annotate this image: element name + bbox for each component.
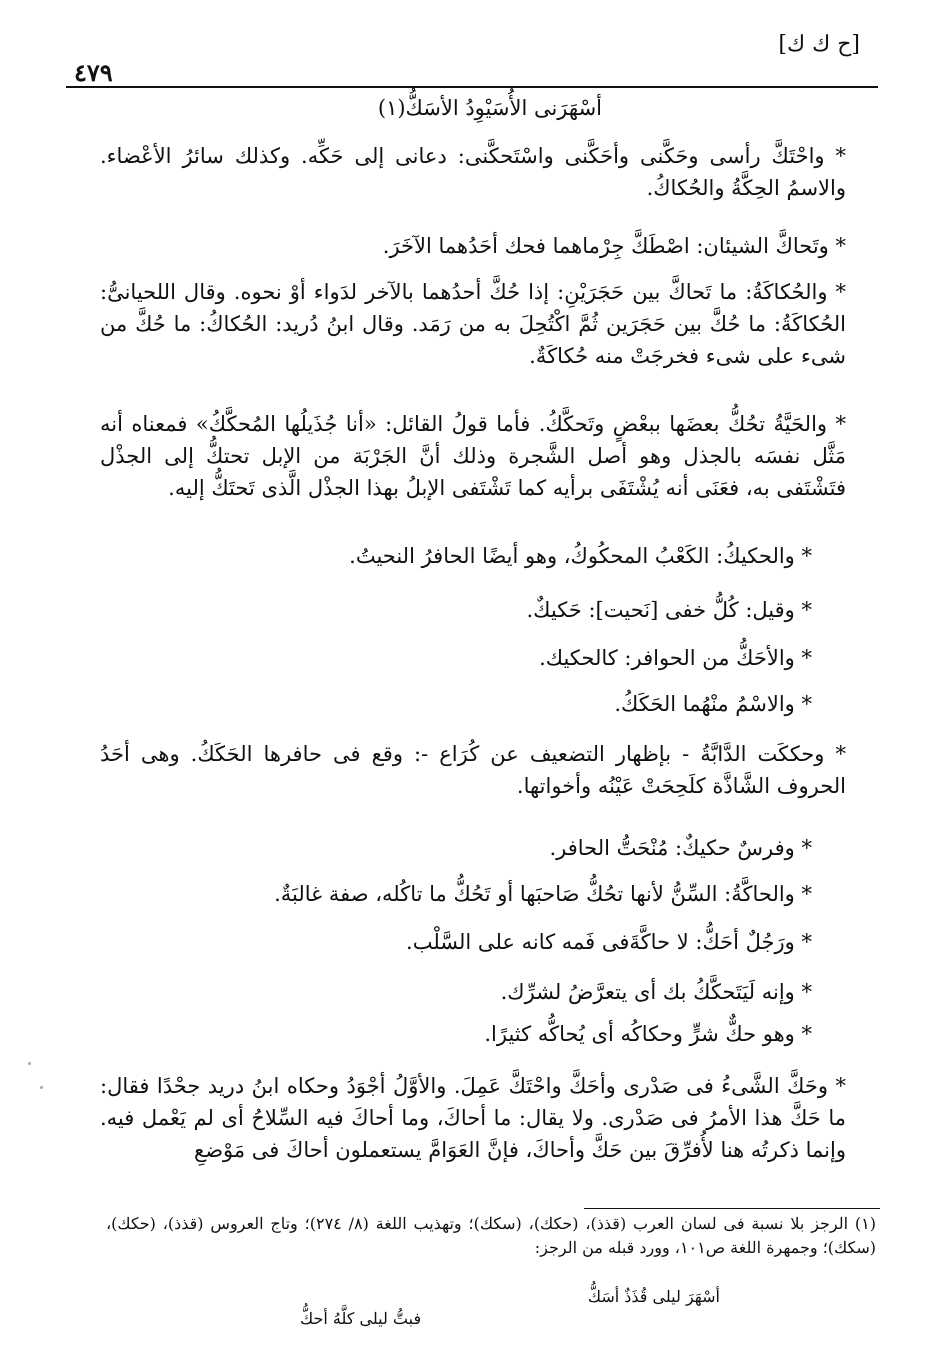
scan-speck: [28, 1062, 31, 1065]
footnote-hemistich-1: أسْهَرَ ليلى قُذَذٌ أسَكُّ: [587, 1287, 720, 1306]
footnote-hemistich-2: فبتُّ ليلى كلَّهُ أحكُّ: [300, 1309, 422, 1328]
paragraph-2: * وتَحاكَّ الشيئان: اصْطَكَّ جِرْماهما فحك أحَدُهما الآخَرَ.: [382, 234, 846, 258]
header-rule: [66, 86, 878, 88]
short-line-3: * والأحَكُّ من الحوافر: كالحكيك.: [539, 646, 812, 670]
short-line-8: * وإنه لَيَتَحكَّكُ بك أى يتعرَّضُ لشرِّك.: [500, 980, 812, 1004]
paragraph-last: * وحَكَّ الشَّىءُ فى صَدْرى وأحَكَّ واحْتَكَّ عَمِلَ. والأوَّلُ أجْوَدُ وحكاه ابنُ دريد جحْدًا فقال: ما حَكَّ هذا الأمرُ فى صَدْرى. ولا يقال: ما أحاكَ، وما أحاكَ فيه السِّلاحُ أى لم يَعْمل فيه. وإنما ذكرتُه هنا لأُفرِّقَ بين حَكَّ وأحاكَ، فإنَّ العَوَامَّ يستعملون أحاكَ فى مَوْضعِ: [100, 1074, 846, 1162]
short-line-4: * والاسْمُ منْهُما الحَكَكُ.: [614, 692, 812, 716]
short-line-1: * والحكيكُ: الكَعْبُ المحكُوكُ، وهو أيضًا الحافرُ النحيتُ.: [349, 544, 812, 568]
paragraph-4: * والحَيَّةُ تحُكُّ بعضَها ببعْضٍ وتَحكَّكُ. فأما قولُ القائل: «أنا جُذَيلُها المُحكَّكُ» فمعناه أنه مَثَّل نفسَه بالجذل وهو أصل الشَّجرة وذلك أنَّ الجَرْبَة من الإبل تحتكُّ إلى الجذْل فتَشْتَفى به، فعَنَى أنه يُشْتَفَى برأيه كما تَشْتَفى الإبلُ بهذا الجذْل الَّذى تَحتَكُّ إليه.: [100, 412, 846, 500]
footnote-text: (١) الرجز بلا نسبة فى لسان العرب (قذذ)، (حكك)، (سكك)؛ وتهذيب اللغة (٨/ ٢٧٤)؛ وتاج العروس (قذذ)، (حكك)، (سكك)؛ وجمهرة اللغة ص١٠١، وورد قبله من الرجز:: [106, 1214, 877, 1257]
scan-speck: [40, 1086, 43, 1089]
short-line-9: * وهو حكٌّ شرٍّ وحكاكُه أى يُحاكُّه كثيرًا.: [484, 1022, 812, 1046]
short-line-6: * والحاكَّةُ: السِّنُّ لأنها تحُكُّ صَاحبَها أو تَحُكُّ ما تاكُله، صفة غالبَةٌ.: [274, 882, 812, 906]
short-line-2: * وقيل: كُلُّ خفى [نَحيت]: حَكيكٌ.: [526, 598, 812, 622]
page-number: ٤٧٩: [74, 58, 113, 87]
verse-line: أسْهَرَنى الأُسَيْوِدُ الأسَكُّ(١): [377, 96, 602, 120]
short-line-5: * وفرسٌ حكيكٌ: مُنْحَتُّ الحافر.: [549, 836, 812, 860]
paragraph-5: * وحككَت الدَّابَّةُ - بإظهار التضعيف عن كُرَاع -: وقع فى حافرها الحَكَكُ. وهى أحَدُ الحروف الشَّاذَّة كلَحِحَتْ عَيْنُه وأخواتها.: [100, 742, 846, 798]
short-line-7: * ورَجُلٌ أحَكُّ: لا حاكَّةَفى فَمه كانه على السَّلْب.: [406, 930, 812, 954]
footnote-rule: [584, 1208, 880, 1209]
paragraph-3: * والحُكاكَةُ: ما تَحاكَّ بين حَجَرَيْنِ: إذا حُكَّ أحدُهما بالآخر لدَواء أوْ نحوه. وقال اللحيانىُّ: الحُكاكَةُ: ما حُكَّ بين حَجَرَين ثُمَّ اكْتُحِلَ به من رَمَد. وقال ابنُ دُريد: الحُكاكُ: ما حُكَّ من شىء على شىء فخرجَتْ منه حُكاكَةٌ.: [100, 280, 846, 368]
page-header-root: [ح ك ك]: [778, 32, 860, 57]
paragraph-1: * واحْتَكَّ رأسى وحَكَّنى وأحَكَّنى واسْتَحكَّنى: دعانى إلى حَكِّه. وكذلك سائرُ الأعْضاء. والاسمُ الحِكَّةُ والحُكاكُ.: [100, 144, 846, 200]
